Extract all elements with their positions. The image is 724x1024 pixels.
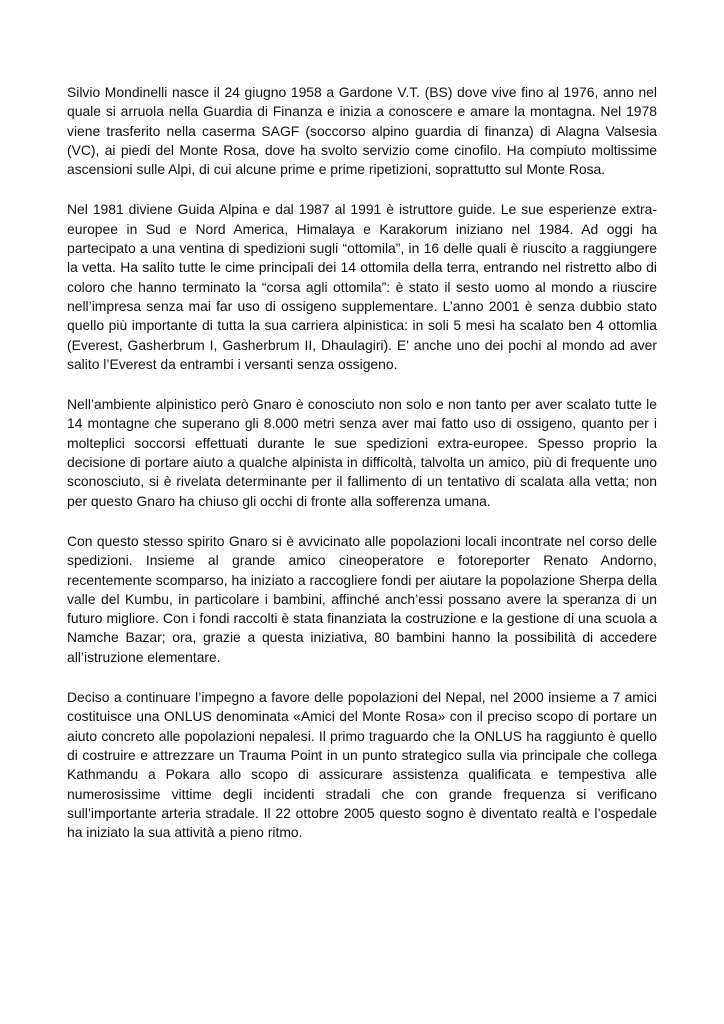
paragraph-biography-early-life: Silvio Mondinelli nasce il 24 giugno 1958 a Gardone V.T. (BS) dove vive fino al 1976, anno nel quale si arruola nella Guardia di Finanza e inizia a conoscere e amare la montagna. Nel 1978 viene trasferito nella caserma SAGF (soccorso alpino guardia di finanza) di Alagna Valsesia (VC), ai piedi del Monte Rosa, dove ha svolto servizio come cinofilo. Ha compiuto moltissime ascensioni sulle Alpi, di cui alcune prime e prime ripetizioni, soprattutto sul Monte Rosa. xyxy=(67,84,657,178)
paragraph-mountaineering-career: Nel 1981 diviene Guida Alpina e dal 1987 al 1991 è istruttore guide. Le sue esperienze extra-europee in Sud e Nord America, Himalaya e Karakorum iniziano nel 1984. Ad oggi ha partecipato a una ventina di spedizioni sugli “ottomila”, in 16 delle quali è riuscito a raggiungere la vetta. Ha salito tutte le cime principali dei 14 ottomila della terra, entrando nel ristretto albo di coloro che hanno terminato la “corsa agli ottomila”: è stato il sesto uomo al mondo a riuscire nell’impresa senza mai far uso di ossigeno supplementare. L’anno 2001 è senza dubbio stato quello più importante di tutta la sua carriera alpinistica: in soli 5 mesi ha scalato ben 4 ottomlia (Everest, Gasherbrum I, Gasherbrum II, Dhaulagiri). E' anche uno dei pochi al mondo ad aver salito l’Everest da entrambi i versanti senza ossigeno. xyxy=(67,201,657,372)
paragraph-local-populations: Con questo stesso spirito Gnaro si è avvicinato alle popolazioni locali incontrate nel corso delle spedizioni. Insieme al grande amico cineoperatore e fotoreporter Renato Andorno, recentemente scomparso, ha iniziato a raccogliere fondi per aiutare la popolazione Sherpa della valle del Kumbu, in particolare i bambini, affinché anch’essi possano avere la speranza di un futuro migliore. Con i fondi raccolti è stata finanziata la costruzione e la gestione di una scuola a Namche Bazar; ora, grazie a questa iniziativa, 80 bambini hanno la possibilità di accedere all’istruzione elementare. xyxy=(67,532,657,665)
paragraph-onlus-trauma-point: Deciso a continuare l’impegno a favore delle popolazioni del Nepal, nel 2000 insieme a 7 amici costituisce una ONLUS denominata «Amici del Monte Rosa» con il preciso scopo di portare un aiuto concreto alle popolazioni nepalesi. Il primo traguardo che la ONLUS ha raggiunto è quello di costruire e attrezzare un Trauma Point in un punto strategico sulla via principale che collega Kathmandu a Pokara allo scopo di assicurare assistenza qualificata e tempestiva alle numerosissime vittime degli incidenti stradali che con grande frequenza si verificano sull’importante arteria stradale. Il 22 ottobre 2005 questo sogno è diventato realtà e l’ospedale ha iniziato la sua attività a pieno ritmo. xyxy=(67,689,657,841)
paragraph-rescues: Nell’ambiente alpinistico però Gnaro è conosciuto non solo e non tanto per aver scalato tutte le 14 montagne che superano gli 8.000 metri senza aver mai fatto uso di ossigeno, quanto per i molteplici soccorsi effettuati durante le sue spedizioni extra-europee. Spesso proprio la decisione di portare aiuto a qualche alpinista in difficoltà, talvolta un amico, più di frequente uno sconosciuto, si è rivelata determinante per il fallimento di un tentativo di scalata alla vetta; non per questo Gnaro ha chiuso gli occhi di fronte alla sofferenza umana. xyxy=(67,396,657,509)
document-body xyxy=(67,83,657,863)
